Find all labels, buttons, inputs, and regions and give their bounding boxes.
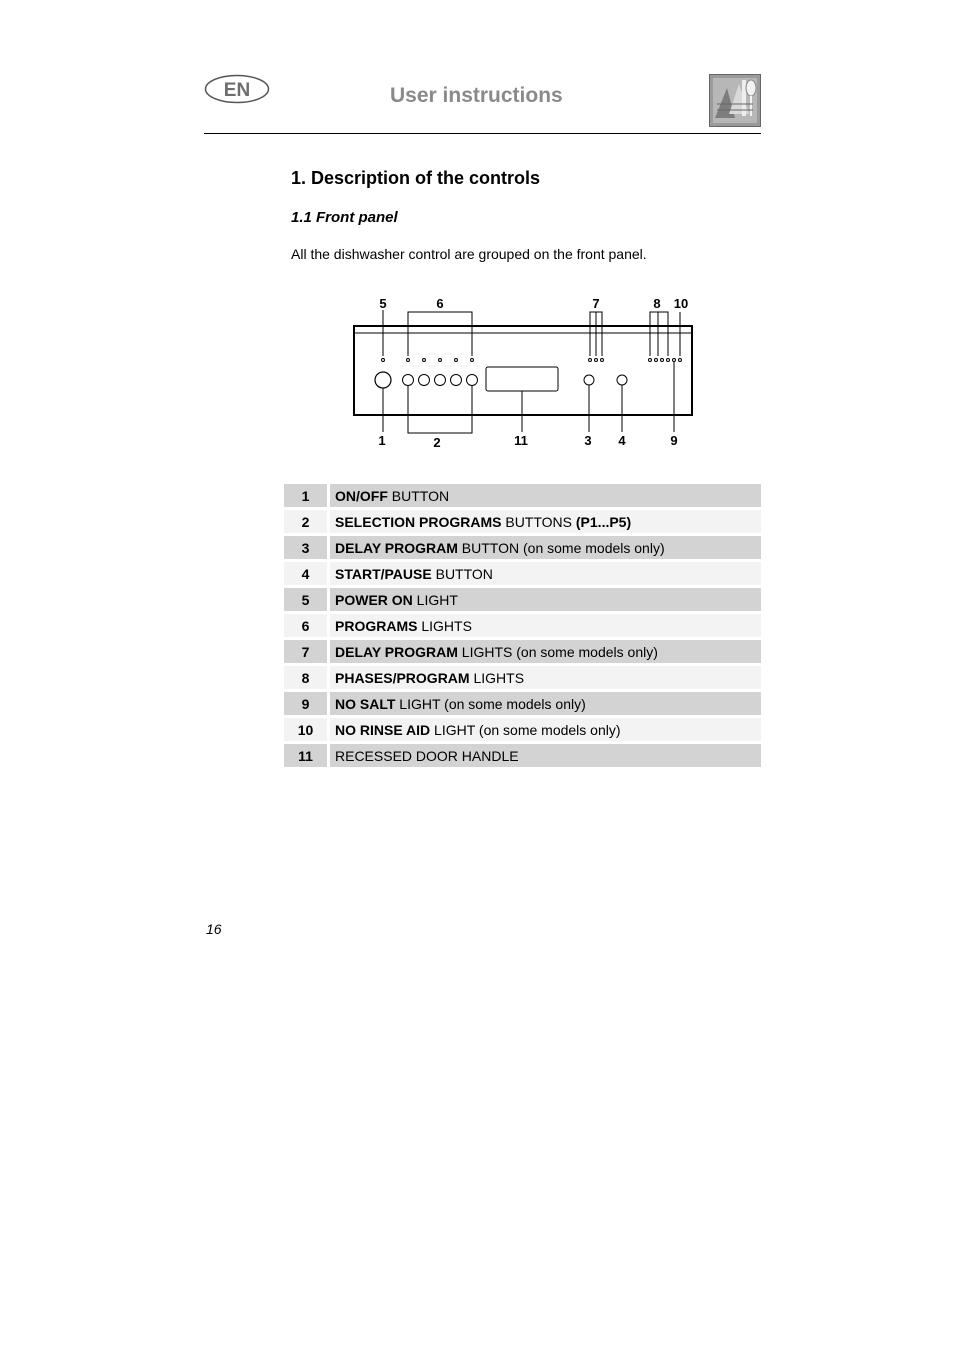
callout-5: 5 [379,296,387,311]
page-header-title: User instructions [390,84,563,107]
dishwasher-glasses-image [709,74,761,127]
program-button [435,375,446,386]
callout-4: 4 [618,433,626,448]
program-light [455,359,458,362]
start-pause-button [617,375,627,385]
row-number: 2 [284,510,327,533]
row-description: PHASES/PROGRAM LIGHTS [330,666,761,689]
panel-outline [354,326,692,415]
delay-light [601,359,604,362]
row-description: DELAY PROGRAM BUTTON (on some models only) [330,536,761,559]
callout-10: 10 [673,296,689,311]
table-row [284,744,761,767]
callout-2: 2 [433,435,441,450]
row-number: 4 [284,562,327,585]
row-number: 8 [284,666,327,689]
row-number: 6 [284,614,327,637]
callout-11: 11 [514,433,528,448]
row-description: POWER ON LIGHT [330,588,761,611]
callout-8: 8 [653,296,661,311]
row-description: RECESSED DOOR HANDLE [330,744,761,767]
phase-light [661,359,664,362]
language-badge [204,74,270,104]
delay-button [584,375,594,385]
program-light [471,359,474,362]
row-number: 10 [284,718,327,741]
program-button [403,375,414,386]
intro-paragraph: All the dishwasher control are grouped on the front panel. [291,246,647,262]
table-row [284,692,761,715]
controls-table [284,484,761,770]
table-row [284,614,761,637]
front-panel-diagram [340,290,700,455]
callout-3: 3 [584,433,592,448]
row-description: DELAY PROGRAM LIGHTS (on some models only) [330,640,761,663]
subsection-title: 1.1 Front panel [291,209,398,226]
table-row [284,718,761,741]
table-row [284,510,761,533]
row-description: NO RINSE AID LIGHT (on some models only) [330,718,761,741]
language-code: EN [223,80,251,101]
row-description: START/PAUSE BUTTON [330,562,761,585]
row-number: 9 [284,692,327,715]
delay-light [589,359,592,362]
callout-7: 7 [592,296,600,311]
table-row [284,562,761,585]
power-on-light [382,359,385,362]
callout-9: 9 [670,433,678,448]
no-salt-light [673,359,676,362]
phase-light [655,359,658,362]
row-number: 5 [284,588,327,611]
page-number: 16 [206,921,222,937]
program-button [451,375,462,386]
section-title: 1. Description of the controls [291,168,541,188]
row-number: 11 [284,744,327,767]
row-description: NO SALT LIGHT (on some models only) [330,692,761,715]
phase-light [667,359,670,362]
table-row [284,640,761,663]
program-button [467,375,478,386]
row-description: SELECTION PROGRAMS BUTTONS (P1...P5) [330,510,761,533]
program-light [439,359,442,362]
delay-light [595,359,598,362]
phase-light [649,359,652,362]
table-row [284,484,761,507]
program-light [407,359,410,362]
no-rinse-aid-light [679,359,682,362]
row-number: 7 [284,640,327,663]
row-description: ON/OFF BUTTON [330,484,761,507]
table-row [284,588,761,611]
row-description: PROGRAMS LIGHTS [330,614,761,637]
door-handle [486,367,558,391]
on-off-button [375,372,391,388]
table-row [284,666,761,689]
table-row [284,536,761,559]
row-number: 1 [284,484,327,507]
header-rule [204,133,761,134]
program-button [419,375,430,386]
row-number: 3 [284,536,327,559]
callout-6: 6 [436,296,444,311]
callout-1: 1 [378,433,386,448]
program-light [423,359,426,362]
